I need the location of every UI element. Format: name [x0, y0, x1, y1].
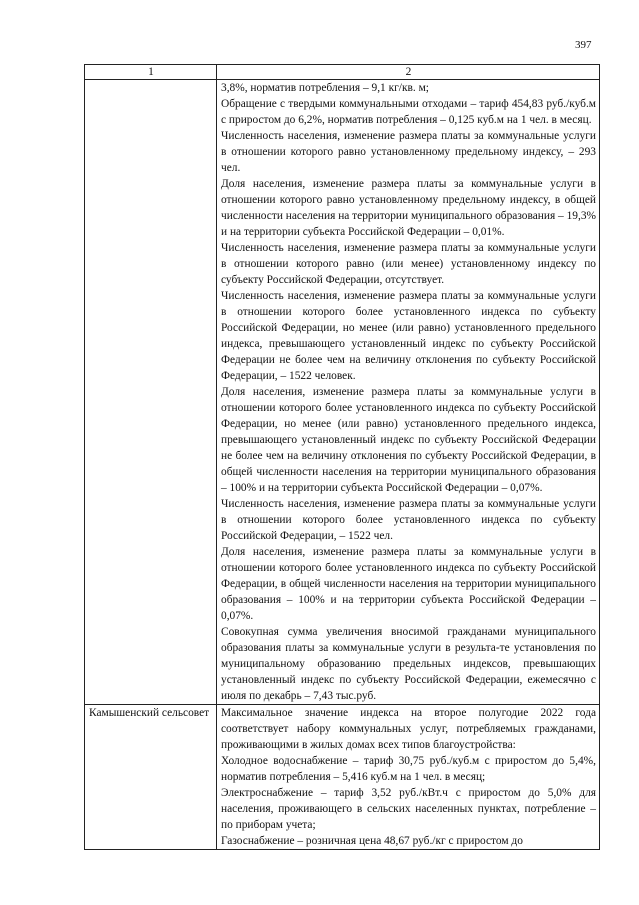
paragraph: Максимальное значение индекса на второе полугодие 2022 года соответствует набору коммунальных услуг, потребляемых гражданами, проживающими в жилых домах всех типов благоустройства:	[221, 707, 596, 751]
paragraph: Холодное водоснабжение – тариф 30,75 руб./куб.м с приростом до 5,4%, норматив потребления – 5,416 куб.м на 1 чел. в месяц;	[221, 755, 596, 783]
paragraph: 3,8%, норматив потребления – 9,1 кг/кв. м;	[221, 82, 429, 94]
page-number: 397	[575, 39, 592, 51]
description-cell	[217, 80, 600, 705]
paragraph: Доля населения, изменение размера платы за коммунальные услуги в отношении которого равно установленному предельному индексу, в общей численности населения на территории муниципального образования – 19,3% и на территории субъекта Российской Федерации – 0,01%.	[221, 178, 597, 238]
paragraph: Численность населения, изменение размера платы за коммунальные услуги в отношении которого равно установленному предельному индексу, – 293 чел.	[221, 130, 596, 174]
paragraph: Совокупная сумма увеличения вносимой гражданами муниципального образования платы за коммунальные услуги в результа-те установления по муниципальному образованию предельных индексов, превышающих установленный индекс по субъекту Российской Федерации, ежемесячно с июля по декабрь – 7,43 тыс.руб.	[221, 626, 596, 702]
region-cell	[85, 80, 217, 705]
paragraph: Доля населения, изменение размера платы за коммунальные услуги в отношении которого более установленного индекса по субъекту Российской Федерации, в общей численности населения на территории муниципального образования – 100% и на территории субъекта Российской Федерации – 0,07%.	[221, 546, 596, 622]
paragraph: Численность населения, изменение размера платы за коммунальные услуги в отношении которого более установленного индекса по субъекту Российской Федерации, но менее (или равно) установленного предельного индекса, превышающего установленный индекс по субъекту Российской Федерации не более чем на величину отклонения по субъекту Российской Федерации, – 1522 человек.	[221, 290, 596, 382]
region-cell: Камышенский сельсовет	[85, 705, 217, 850]
table-header-row	[85, 65, 600, 80]
paragraph: Газоснабжение – розничная цена 48,67 руб./кг с приростом до	[221, 835, 523, 847]
column-header-1: 1	[85, 65, 217, 80]
paragraph: Обращение с твердыми коммунальными отходами – тариф 454,83 руб./куб.м с приростом до 6,2%, норматив потребления – 0,125 куб.м на 1 чел. в месяц.	[221, 98, 596, 126]
description-cell	[217, 705, 600, 850]
table-row	[85, 80, 600, 705]
paragraph: Доля населения, изменение размера платы за коммунальные услуги в отношении которого более установленного индекса по субъекту Российской Федерации, но менее (или равно) установленного предельного индекса, превышающего установленный индекс по субъекту Российской Федерации не более чем на величину отклонения по субъекту Российской Федерации, в общей численности населения на территории муниципального образования – 100% и на территории субъекта Российской Федерации – 0,07%.	[221, 386, 596, 494]
column-header-2: 2	[217, 65, 600, 80]
document-table	[84, 64, 600, 850]
paragraph: Численность населения, изменение размера платы за коммунальные услуги в отношении которого более установленного индекса по субъекту Российской Федерации, – 1522 чел.	[221, 498, 596, 542]
paragraph: Численность населения, изменение размера платы за коммунальные услуги в отношении которого равно (или менее) установленному индексу по субъекту Российской Федерации, отсутствует.	[221, 242, 596, 286]
table-row	[85, 705, 600, 850]
paragraph: Электроснабжение – тариф 3,52 руб./кВт.ч с приростом до 5,0% для населения, проживающего в сельских населенных пунктах, потребление – по приборам учета;	[221, 787, 596, 831]
